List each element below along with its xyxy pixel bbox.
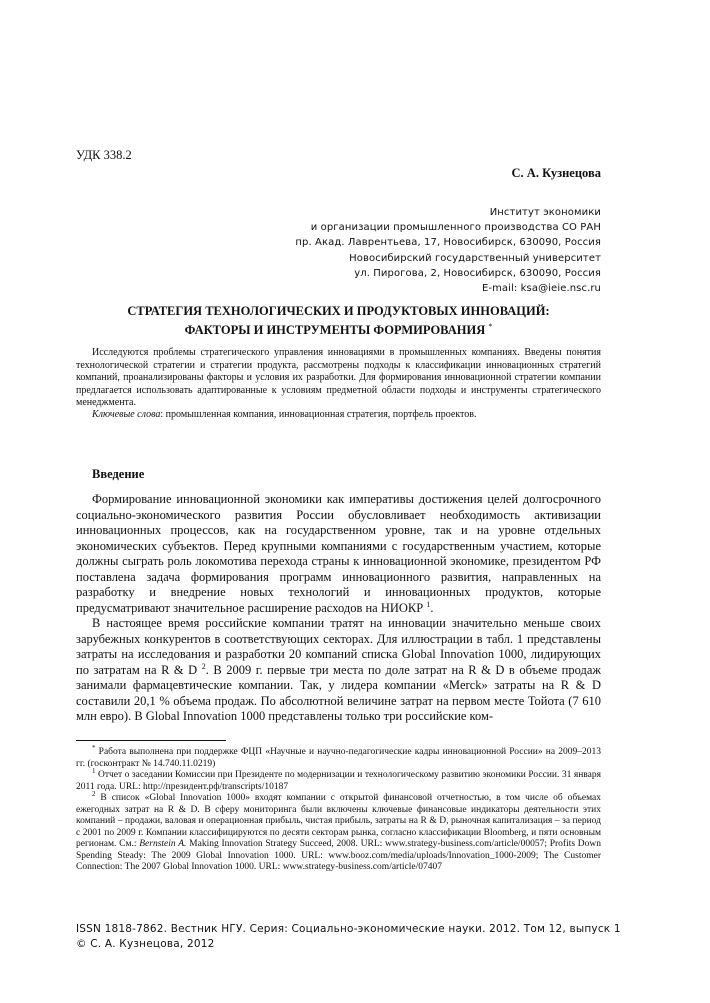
- footnote: * Работа выполнена при поддержке ФЦП «Научные и научно-педагогические кадры инновационной России» на 2009–2013 гг. (госконтракт № 14.740.11.0219): [76, 743, 601, 769]
- affiliation-institute: [295, 205, 601, 250]
- affiliation-line: ул. Пирогова, 2, Новосибирск, 630090, Россия: [354, 268, 601, 279]
- title-footnote-mark: *: [488, 322, 493, 331]
- affiliation-line: пр. Акад. Лаврентьева, 17, Новосибирск, 630090, Россия: [295, 237, 601, 248]
- footnote-ref: 2: [201, 661, 206, 671]
- journal-issn-line: ISSN 1818-7862. Вестник НГУ. Серия: Социально-экономические науки. 2012. Том 12, выпуск 1: [76, 923, 621, 935]
- footnote: $^1$ Отчет о заседании Комиссии при Президенте по модернизации и технологическому развитию экономики России. 31 января 2011 года. URL: http://президент.рф/transcripts/10187: [76, 766, 601, 792]
- footnote-mark: 1: [92, 766, 96, 775]
- footnote-ref: 1: [426, 599, 431, 609]
- author-name: С. А. Кузнецова: [511, 166, 601, 180]
- author-email: E-mail: ksa@ieie.nsc.ru: [481, 283, 601, 294]
- abstract-text: Исследуются проблемы стратегического управления инновациями в промышленных компаниях. Введены понятия технологической стратегии и стратегии продукта, рассмотрены подходы к классификации инновационных стратегий компаний, проанализированы факторы и условия их разработки. Для формирования инновационной стратегии компании предлагается использовать адаптированные к условиям предметной области подходы и инструменты стратегического менеджмента.: [76, 347, 601, 409]
- title-line-1: СТРАТЕГИЯ ТЕХНОЛОГИЧЕСКИХ И ПРОДУКТОВЫХ ИННОВАЦИЙ:: [127, 304, 550, 318]
- affiliation-university: [349, 251, 601, 296]
- keywords-label: Ключевые слова: [92, 409, 161, 420]
- affiliation-line: Институт экономики: [489, 207, 601, 218]
- body-text: [76, 492, 601, 725]
- title-line-2: ФАКТОРЫ И ИНСТРУМЕНТЫ ФОРМИРОВАНИЯ: [184, 323, 486, 338]
- footnote: $^2$ В список «Global Innovation 1000» входят компании с открытой финансовой отчетностью, в том числе об объемах ежегодных затрат на R & D. В сферу мониторинга были включены ключевые финансовые индикаторы деятельности этих компаний – продажи, валовая и операционная прибыль, чистая прибыль, затраты на R & D, рыночная капитализация – за период с 2001 по 2009 г. Компании классифицируются по десяти секторам рынка, согласно классификации Bloomberg, и пяти основным регионам. См.: Bernstein A. Making Innovation Strategy Succeed, 2008. URL: www.strategy-business.com/article/00057; Profits Down Spending Steady: The 2009 Global Innovation 1000. URL: www.booz.com/media/uploads/Innovation_1000-2009; The Customer Connection: The 2007 Global Innovation 1000. URL: www.strategy-business.com/article/07407: [76, 789, 602, 872]
- keywords: [76, 409, 601, 422]
- copyright-line: © С. А. Кузнецова, 2012: [76, 938, 215, 950]
- article-title: [76, 303, 601, 338]
- affiliation-line: Новосибирский государственный университет: [349, 253, 601, 264]
- footnote-divider: [76, 740, 226, 741]
- section-heading: Введение: [92, 467, 145, 481]
- udk-code: УДК 338.2: [76, 148, 132, 162]
- paragraph: В настоящее время российские компании тратят на инновации значительно меньше своих зарубежных конкурентов в соответствующих секторах. Для иллюстрации в табл. 1 представлены затраты на исследования и разработки 20 компаний списка Global Innovation 1000, лидирующих по затратам на R & D $^2$. В 2009 г. первые три места по доле затрат на R & D в объеме продаж занимали фармацевтические компании. Так, у лидера компании «Merck» затраты на R & D составили 20,1 % объема продаж. По абсолютной величине затрат на первом месте Тойота (7 610 млн евро). В Global Innovation 1000 представлены только три российские ком-: [76, 616, 602, 723]
- footnotes: [76, 743, 602, 874]
- footnote-mark: *: [92, 743, 96, 752]
- abstract: [76, 347, 601, 410]
- page-footer: [76, 922, 621, 952]
- paragraph: Формирование инновационной экономики как императивы достижения целей долгосрочного социально-экономического развития России обусловливает необходимость активизации инновационных процессов, как на государственном уровне, так и на уровне отдельных экономических субъектов. Перед крупными компаниями с государственным участием, которые должны сыграть роль локомотива перехода страны к инновационной экономике, президентом РФ поставлена задача формирования программ инновационного развития, направленных на разработку и внедрение новых технологий и инновационных продуктов, которые предусматривают значительное расширение расходов на НИОКР $^1$.: [76, 492, 601, 615]
- keywords-list: : промышленная компания, инновационная стратегия, портфель проектов.: [160, 409, 477, 420]
- affiliation-line: и организации промышленного производства СО РАН: [310, 222, 601, 233]
- cited-author: Bernstein A.: [139, 839, 187, 849]
- footnote-mark: 2: [92, 789, 96, 798]
